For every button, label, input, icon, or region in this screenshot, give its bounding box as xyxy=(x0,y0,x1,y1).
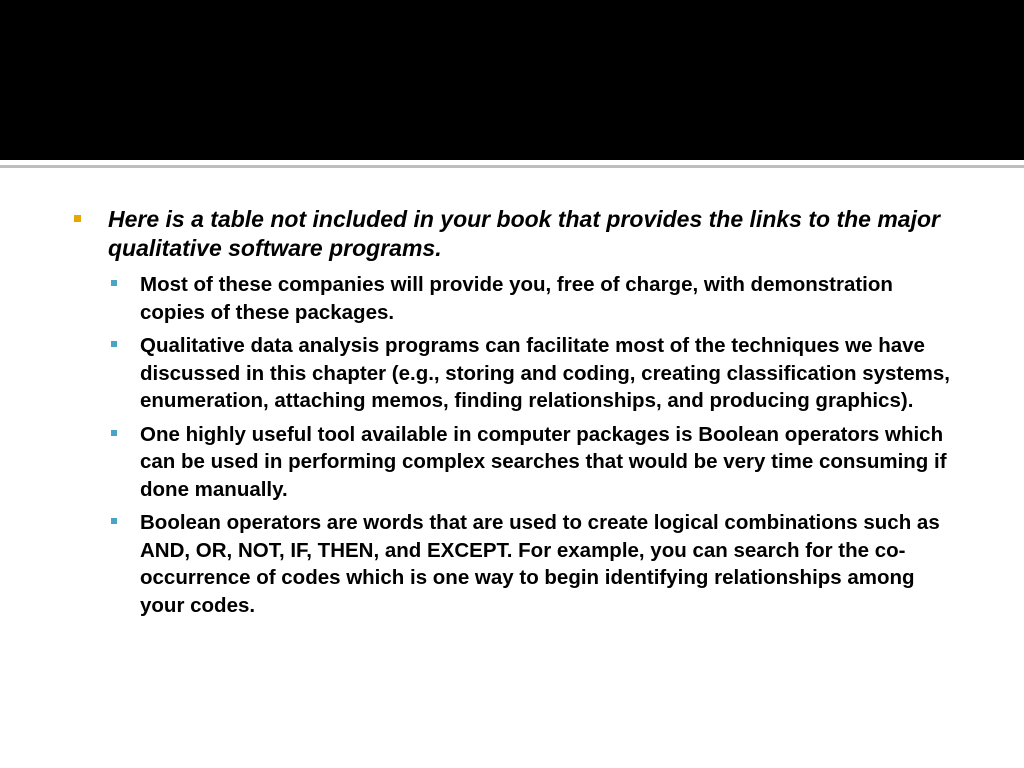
square-bullet-icon xyxy=(74,215,81,222)
title-band xyxy=(0,0,1024,160)
square-bullet-icon xyxy=(111,341,117,347)
sub-bullet-text: Qualitative data analysis programs can facilitate most of the techniques we have discussed in this chapter (e.g., storing and coding, creating classification systems, enumeration, attaching memos, finding relationships, and producing graphics). xyxy=(140,334,950,412)
main-bullet-point xyxy=(72,205,952,263)
square-bullet-icon xyxy=(111,518,117,524)
sub-bullet-point xyxy=(108,332,952,415)
sub-bullet-point xyxy=(108,421,952,504)
sub-bullet-point xyxy=(108,271,952,326)
main-bullet-text: Here is a table not included in your book that provides the links to the major qualitative software programs. xyxy=(108,206,940,261)
sub-bullet-text: Most of these companies will provide you, free of charge, with demonstration copies of these packages. xyxy=(140,273,893,324)
title-divider-shadow xyxy=(0,165,1024,168)
square-bullet-icon xyxy=(111,430,117,436)
square-bullet-icon xyxy=(111,280,117,286)
sub-bullet-text: One highly useful tool available in computer packages is Boolean operators which can be used in performing complex searches that would be very time consuming if done manually. xyxy=(140,422,947,501)
slide-content xyxy=(72,205,952,625)
sub-bullet-text: Boolean operators are words that are used to create logical combinations such as AND, OR, NOT, IF, THEN, and EXCEPT. For example, you can search for the co-occurrence of codes which is one way to begin identifying relationships among your codes. xyxy=(140,511,940,617)
sub-bullet-point xyxy=(108,509,952,619)
